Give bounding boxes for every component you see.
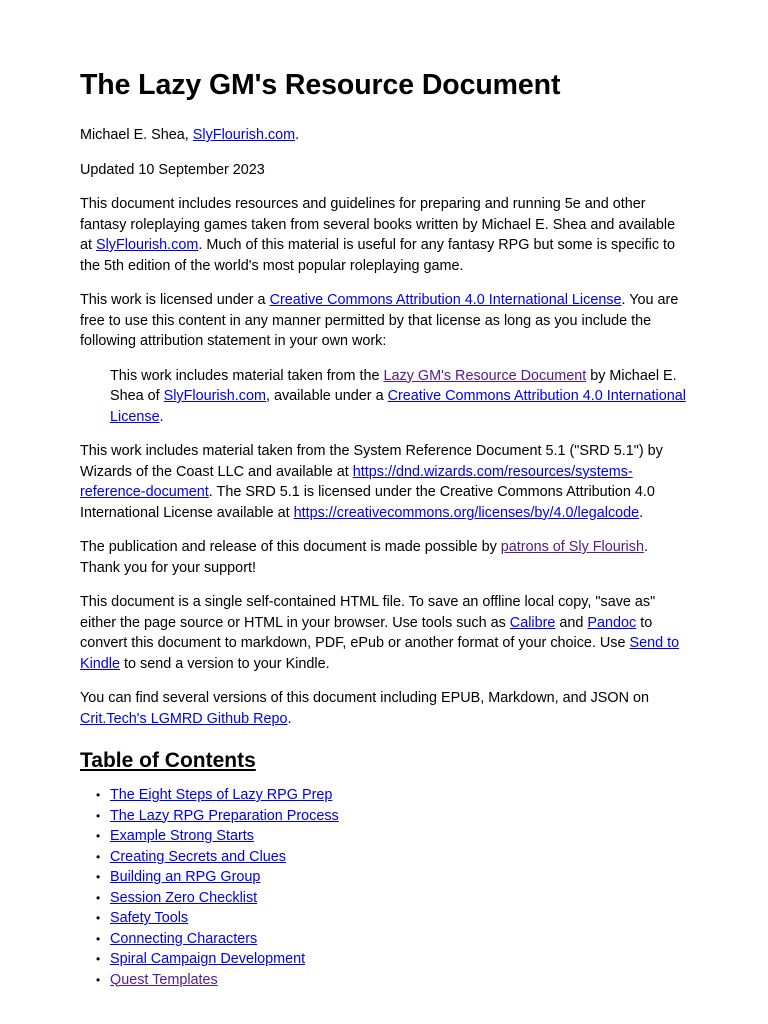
toc-item <box>96 785 688 806</box>
author-suffix: . <box>295 127 300 143</box>
intro-site-link[interactable]: SlyFlourish.com <box>96 237 199 253</box>
bullet-icon: • <box>96 788 101 802</box>
toc-item <box>96 847 688 868</box>
srd-paragraph <box>80 441 688 523</box>
page-title: The Lazy GM's Resource Document <box>80 69 561 101</box>
toc-link[interactable]: Session Zero Checklist <box>110 889 258 906</box>
bullet-icon: • <box>96 829 101 843</box>
toc-link[interactable]: Spiral Campaign Development <box>110 951 306 967</box>
attribution-text-1: This work includes material taken from the <box>110 367 384 384</box>
bullet-icon: • <box>96 849 101 864</box>
attribution-text-2: by Michael E. Shea of <box>110 367 677 404</box>
offline-text-1: This document is a single self-contained HTML file. To save an offline local copy, "save as" either the page source or HTML in your browser. Use tools such as <box>80 594 656 631</box>
toc-link[interactable]: Building an RPG Group <box>110 869 261 885</box>
toc-item <box>96 888 688 909</box>
author-site-link[interactable]: SlyFlourish.com <box>192 127 296 143</box>
bullet-icon: • <box>96 972 101 987</box>
toc-link[interactable]: Creating Secrets and Clues <box>110 848 286 865</box>
srd-text-1: This work includes material taken from the System Reference Document 5.1 ("SRD 5.1") by Wizards of the Coast LLC and available at <box>80 443 663 480</box>
send-to-kindle-link[interactable]: Send to Kindle <box>80 635 680 672</box>
bullet-icon: • <box>96 911 101 925</box>
toc-link[interactable]: Safety Tools <box>110 910 189 926</box>
bullet-icon: • <box>96 870 101 884</box>
author-line <box>80 125 688 146</box>
srd-text-3: . <box>639 504 644 521</box>
versions-paragraph <box>80 688 688 729</box>
versions-text-2: . <box>287 710 292 727</box>
toc-link[interactable]: Quest Templates <box>110 971 218 988</box>
pandoc-link[interactable]: Pandoc <box>587 614 637 631</box>
calibre-link[interactable]: Calibre <box>509 614 556 631</box>
bullet-icon: • <box>96 808 101 823</box>
attribution-site-link[interactable]: SlyFlourish.com <box>163 388 266 404</box>
versions-text-1: You can find several versions of this document including EPUB, Markdown, and JSON on <box>80 690 649 706</box>
srd-text-2: . The SRD 5.1 is licensed under the Creative Commons Attribution 4.0 International License available at <box>80 484 655 521</box>
toc-item <box>96 929 688 950</box>
toc-item <box>96 908 688 929</box>
attribution-text-4: . <box>159 408 164 425</box>
cc-license-link[interactable]: Creative Commons Attribution 4.0 International License <box>269 292 622 308</box>
attribution-statement <box>110 366 688 428</box>
intro-text-1: This document includes resources and guidelines for preparing and running 5e and other fantasy roleplaying games taken from several books written by Michael E. Shea and available at <box>80 196 676 253</box>
offline-text-4: to send a version to your Kindle. <box>120 655 330 672</box>
patrons-text-2: . Thank you for your support! <box>80 539 648 576</box>
toc-item <box>96 867 688 888</box>
cc-legalcode-link[interactable]: https://creativecommons.org/licenses/by/4.0/legalcode <box>293 504 640 521</box>
license-text-1: This work is licensed under a <box>80 292 270 308</box>
updated-date: Updated 10 September 2023 <box>80 161 265 178</box>
toc-item <box>96 806 688 827</box>
document-page <box>80 0 688 990</box>
license-text-2: . You are free to use this content in any manner permitted by that license as long as you include the following attribution statement in your own work: <box>80 292 679 349</box>
intro-paragraph <box>80 194 688 276</box>
offline-text-3: to convert this document to markdown, PDF, ePub or another format of your choice. Use <box>80 614 653 651</box>
patrons-text-1: The publication and release of this document is made possible by <box>80 539 501 555</box>
intro-text-2: . Much of this material is useful for any fantasy RPG but some is specific to the 5th edition of the world's most popular roleplaying game. <box>80 237 676 274</box>
attribution-cc-link[interactable]: Creative Commons Attribution 4.0 International License <box>110 388 686 425</box>
srd-link[interactable]: https://dnd.wizards.com/resources/systems-reference-document <box>80 463 633 500</box>
toc-link[interactable]: Connecting Characters <box>110 930 258 947</box>
toc-link[interactable]: The Eight Steps of Lazy RPG Prep <box>110 787 333 803</box>
toc-list <box>80 785 688 990</box>
patrons-paragraph <box>80 537 688 578</box>
toc-item <box>96 826 688 847</box>
toc-item <box>96 970 688 991</box>
github-repo-link[interactable]: Crit.Tech's LGMRD Github Repo <box>80 710 288 727</box>
offline-text-2: and <box>555 614 588 631</box>
toc-link[interactable]: The Lazy RPG Preparation Process <box>110 807 339 824</box>
attribution-text-3: , available under a <box>265 388 388 404</box>
patrons-link[interactable]: patrons of Sly Flourish <box>500 539 644 555</box>
lgmrd-link[interactable]: Lazy GM's Resource Document <box>383 367 587 384</box>
bullet-icon: • <box>96 931 101 946</box>
bullet-icon: • <box>96 890 101 905</box>
toc-heading: Table of Contents <box>80 749 256 772</box>
bullet-icon: • <box>96 952 101 966</box>
toc-link[interactable]: Example Strong Starts <box>110 828 254 844</box>
license-paragraph <box>80 290 688 352</box>
toc-item <box>96 949 688 970</box>
author-name: Michael E. Shea, <box>80 127 193 143</box>
offline-paragraph <box>80 592 688 674</box>
